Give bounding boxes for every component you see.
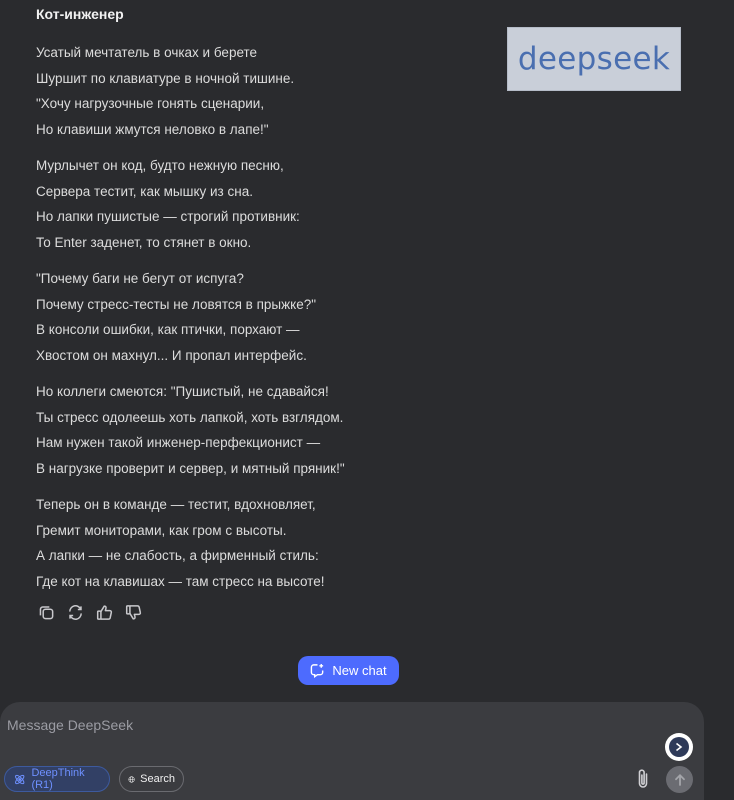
search-toggle[interactable] xyxy=(119,766,184,792)
stanza xyxy=(36,492,496,594)
deepseek-logo xyxy=(507,27,681,91)
poem-line: То Enter заденет, то стянет в окно. xyxy=(36,234,252,250)
poem-line: В консоли ошибки, как птички, порхают — xyxy=(36,322,300,337)
deepseek-icon xyxy=(669,737,689,757)
poem-line: Почему стресс-тесты не ловятся в прыжке?" xyxy=(36,296,317,312)
poem-line: В нагрузке проверит и сервер, и мятный пряник!" xyxy=(36,460,345,476)
poem-line: Где кот на клавишах — там стресс на высоте! xyxy=(36,573,325,589)
deepthink-toggle[interactable] xyxy=(4,766,110,792)
poem-line: Шуршит по клавиатуре в ночной тишине. xyxy=(36,70,295,86)
regenerate-button[interactable] xyxy=(65,602,85,622)
thumbs-up-icon xyxy=(96,604,113,621)
poem-line: Усатый мечтатель в очках и берете xyxy=(36,45,258,60)
new-chat-label: New chat xyxy=(332,663,387,678)
poem-line: Гремит мониторами, как гром с высоты. xyxy=(36,522,287,538)
message-input[interactable]: Message DeepSeek xyxy=(7,717,134,733)
message-composer xyxy=(0,702,704,800)
stanza xyxy=(36,379,496,481)
poem-line: Теперь он в команде — тестит, вдохновляет, xyxy=(36,497,316,512)
like-button[interactable] xyxy=(94,602,114,622)
response-title: Кот-инженер xyxy=(36,6,124,22)
poem-line: Хвостом он махнул... И пропал интерфейс. xyxy=(36,347,307,363)
thumbs-down-icon xyxy=(125,604,142,621)
deepseek-assistant-button[interactable] xyxy=(665,733,693,761)
copy-button[interactable] xyxy=(36,602,56,622)
new-chat-button[interactable] xyxy=(298,656,399,685)
globe-icon xyxy=(128,772,135,787)
poem-line: "Хочу нагрузочные гонять сценарии, xyxy=(36,96,265,111)
copy-icon xyxy=(38,604,55,621)
paperclip-icon xyxy=(636,768,650,790)
deepthink-label: DeepThink (R1) xyxy=(31,767,85,791)
response-actions xyxy=(36,602,143,622)
stanza xyxy=(36,266,496,368)
poem-line: Но клавиши жмутся неловко в лапе!" xyxy=(36,121,269,137)
poem-line: А лапки — не слабость, а фирменный стиль: xyxy=(36,548,319,563)
poem-line: Ты стресс одолеешь хоть лапкой, хоть взглядом. xyxy=(36,409,344,425)
new-chat-icon xyxy=(310,663,325,678)
logo-text: deepseek xyxy=(517,41,671,77)
poem-line: "Почему баги не бегут от испуга? xyxy=(36,271,244,286)
stanza xyxy=(36,40,496,142)
arrow-up-icon xyxy=(673,773,687,787)
poem-line: Мурлычет он код, будто нежную песню, xyxy=(36,158,284,173)
poem xyxy=(36,40,496,605)
send-button[interactable] xyxy=(666,766,693,793)
poem-line: Нам нужен такой инженер-перфекционист — xyxy=(36,435,321,450)
stanza xyxy=(36,153,496,255)
regenerate-icon xyxy=(67,604,84,621)
attach-button[interactable] xyxy=(633,766,653,792)
poem-line: Но лапки пушистые — строгий противник: xyxy=(36,209,300,224)
search-label: Search xyxy=(140,773,175,785)
poem-line: Сервера тестит, как мышку из сна. xyxy=(36,183,253,199)
poem-line: Но коллеги смеются: "Пушистый, не сдавайся! xyxy=(36,384,329,399)
dislike-button[interactable] xyxy=(123,602,143,622)
atom-icon xyxy=(13,772,26,787)
